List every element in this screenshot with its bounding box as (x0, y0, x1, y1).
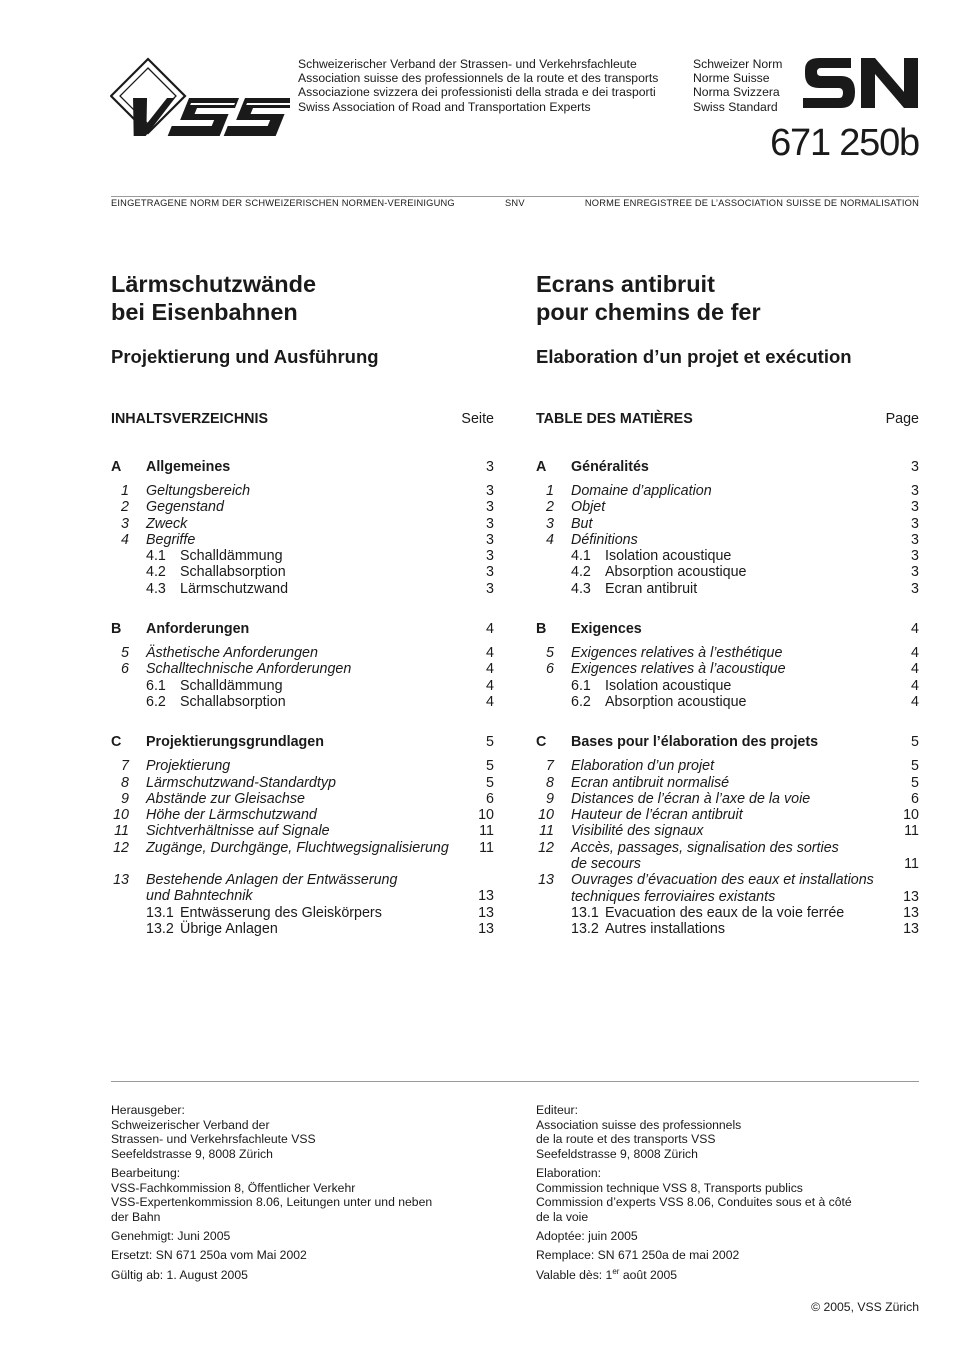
toc-page-label-fr: Page (885, 411, 919, 427)
toc-entry-title: Schallabsorption (180, 564, 286, 581)
toc-entry-row (536, 532, 919, 548)
french-column (536, 270, 919, 938)
toc-entry-number: 4.1 (146, 548, 166, 565)
toc-entry-page: 4 (911, 677, 919, 694)
toc-entry-number: 9 (546, 790, 554, 807)
toc-entry-page: 10 (903, 807, 919, 824)
norm-type-de: Schweizer Norm (693, 57, 783, 71)
toc-entry-page: 5 (486, 774, 494, 791)
toc-entry-row (536, 581, 919, 597)
document-subtitle-fr: Elaboration d’un projet et exécution (536, 346, 852, 367)
toc-entry-page: 5 (486, 734, 494, 751)
toc-entry-page: 3 (486, 483, 494, 499)
toc-entry-row (536, 548, 919, 564)
toc-entry-page: 4 (486, 645, 494, 662)
valid-from-de: Gültig ab: 1. August 2005 (111, 1267, 248, 1282)
toc-entry-page: 4 (486, 693, 494, 710)
editing-line: VSS-Fachkommission 8, Öffentlicher Verkehr (111, 1180, 356, 1195)
publisher-label-de: Herausgeber: (111, 1103, 185, 1117)
toc-entry-page: 3 (911, 459, 919, 475)
toc-entry-title: Schalltechnische Anforderungen (146, 661, 352, 678)
toc-section-row (536, 459, 919, 476)
toc-entry-page: 3 (911, 531, 919, 548)
toc-entry-page: 11 (479, 839, 494, 856)
editing-block-fr (536, 1166, 906, 1224)
editing-label-fr: Elaboration: (536, 1165, 602, 1180)
approval-date-de: Genehmigt: Juni 2005 (111, 1228, 231, 1243)
toc-entry-title: Autres installations (605, 921, 725, 938)
toc-entry-title: Ästhetische Anforderungen (146, 645, 318, 662)
replaces-note-fr: Remplace: SN 671 250a de mai 2002 (536, 1248, 740, 1263)
toc-entry-title: de secours (571, 856, 641, 873)
footer-divider (111, 1081, 919, 1082)
toc-entry-number: 6 (121, 661, 129, 678)
norm-type-fr: Norme Suisse (693, 71, 770, 86)
toc-entry-page: 5 (911, 734, 919, 751)
toc-entry-row (536, 791, 919, 807)
toc-entry-page: 4 (486, 621, 494, 638)
toc-entry-page: 6 (911, 790, 919, 807)
toc-entry-page: 13 (903, 888, 919, 905)
valid-from-fr (536, 1268, 906, 1283)
editing-label-de: Bearbeitung: (111, 1165, 181, 1180)
association-name-it: Associazione svizzera dei professionisti della strada e dei trasporti (298, 85, 656, 100)
toc-entry-title: Entwässerung des Gleiskörpers (180, 904, 382, 921)
toc-entry-title: Isolation acoustique (605, 677, 732, 694)
toc-entry-page: 4 (911, 693, 919, 710)
toc-entry-title: Geltungsbereich (146, 483, 251, 499)
toc-entry-number: 13.1 (146, 904, 174, 921)
toc-entry-page: 3 (911, 515, 919, 532)
toc-entry-title: Lärmschutzwand-Standardtyp (146, 774, 336, 791)
toc-title-fr: TABLE DES MATIÈRES (536, 411, 693, 427)
toc-entry-row (111, 823, 494, 839)
toc-entry-page: 4 (486, 661, 494, 678)
toc-header-fr (536, 411, 919, 429)
toc-entry-page: 5 (486, 758, 494, 775)
toc-entry-title: Bases pour l’élaboration des projets (571, 734, 819, 751)
toc-entry-page: 4 (911, 645, 919, 662)
editing-line: de la voie (536, 1209, 589, 1224)
toc-entry-row (536, 564, 919, 580)
publisher-address: Seefeldstrasse 9, 8008 Zürich (111, 1146, 273, 1161)
toc-entry-title: Zugänge, Durchgänge, Fluchtwegsignalisierung (146, 839, 449, 856)
toc-entry-row (111, 694, 494, 710)
toc-title-de: INHALTSVERZEICHNIS (111, 411, 269, 427)
association-name-fr: Association suisse des professionnels de la route et des transports (298, 71, 659, 86)
toc-entry-row (536, 889, 919, 905)
toc-entry-page: 5 (911, 758, 919, 775)
toc-entry-number: 11 (114, 823, 129, 840)
toc-entry-title: Absorption acoustique (605, 693, 747, 710)
german-column (111, 270, 494, 937)
toc-page-label-de: Seite (461, 411, 494, 427)
toc-entry-number: 7 (546, 758, 554, 775)
toc-entry-row (536, 694, 919, 710)
toc-entry-title: Exigences (571, 621, 642, 638)
toc-entry-page: 3 (486, 459, 494, 475)
toc-entry-page: 10 (478, 807, 494, 824)
toc-entry-title: Projektierung (146, 758, 231, 775)
toc-entry-number: 6 (546, 661, 554, 678)
toc-entry-row (536, 645, 919, 661)
toc-entry-page: 3 (911, 548, 919, 565)
toc-entry-page: 11 (904, 823, 919, 840)
toc-entry-title: Projektierungsgrundlagen (146, 734, 324, 751)
toc-entry-row (111, 483, 494, 499)
toc-entry-row (536, 807, 919, 823)
toc-entry-number: 13 (538, 872, 554, 889)
toc-entry-title: Exigences relatives à l’acoustique (571, 661, 786, 678)
toc-entry-page: 13 (478, 904, 494, 921)
toc-entry-number: 6.1 (571, 677, 591, 694)
toc-entry-row (536, 856, 919, 872)
publisher-line: Association suisse des professionnels (536, 1117, 742, 1132)
publisher-block-fr (536, 1103, 906, 1161)
registration-abbreviation: SNV (505, 198, 525, 208)
toc-entry-page: 3 (486, 548, 494, 565)
toc-entry-number: 12 (113, 839, 129, 856)
norm-type-en: Swiss Standard (693, 99, 778, 114)
replaces-note-de: Ersetzt: SN 671 250a vom Mai 2002 (111, 1248, 307, 1263)
toc-entry-page: 11 (479, 823, 494, 840)
toc-entry-page: 3 (911, 564, 919, 581)
toc-entry-title: Anforderungen (146, 621, 250, 638)
toc-entry-title: Visibilité des signaux (571, 823, 704, 840)
toc-entry-row (111, 888, 494, 904)
toc-entry-row (111, 807, 494, 823)
editing-line: Commission technique VSS 8, Transports publics (536, 1180, 803, 1195)
valid-from-suffix: août 2005 (619, 1267, 678, 1282)
toc-entry-number: 3 (546, 515, 554, 532)
toc-entry-title: Généralités (571, 459, 649, 475)
association-name-en: Swiss Association of Road and Transportation Experts (298, 99, 591, 114)
toc-entry-title: Distances de l’écran à l’axe de la voie (571, 790, 811, 807)
toc-entry-title: Gegenstand (146, 499, 224, 516)
toc-entry-number: 4.1 (571, 548, 591, 565)
toc-entry-title: Allgemeines (146, 459, 231, 475)
toc-entry-number: 13 (113, 872, 129, 889)
toc-entry-number: A (111, 459, 122, 475)
toc-entry-title: Abstände zur Gleisachse (146, 790, 305, 807)
toc-entry-number: C (111, 734, 122, 751)
publisher-line: de la route et des transports VSS (536, 1132, 716, 1147)
imprint-de (111, 1103, 481, 1283)
toc-entry-number: 4.2 (571, 564, 591, 581)
toc-entry-page: 5 (911, 774, 919, 791)
toc-entry-row (536, 840, 919, 856)
toc-entry-row (111, 548, 494, 564)
toc-entry-page: 3 (486, 499, 494, 516)
toc-entry-row (111, 678, 494, 694)
toc-entry-row (536, 483, 919, 499)
toc-entry-number: 13.2 (571, 921, 599, 938)
title-line-1-de: Lärmschutzwände (111, 271, 317, 297)
title-line-2-fr: pour chemins de fer (536, 299, 761, 325)
toc-entry-number: 4.3 (571, 580, 591, 597)
toc-entry-title: Lärmschutzwand (180, 580, 289, 597)
toc-entry-number: 8 (121, 774, 129, 791)
norm-number: 671 250b (770, 122, 919, 164)
publisher-label-fr: Editeur: (536, 1103, 579, 1117)
toc-entry-page: 3 (911, 580, 919, 597)
document-title-fr (536, 270, 919, 326)
publisher-address: Seefeldstrasse 9, 8008 Zürich (536, 1146, 698, 1161)
toc-entry-row (536, 921, 919, 937)
toc-entry-title: Ouvrages d’évacuation des eaux et installations (571, 872, 874, 889)
ordinal-suffix: er (612, 1266, 620, 1276)
registration-note-fr: NORME ENREGISTREE DE L’ASSOCIATION SUISSE DE NORMALISATION (584, 198, 919, 208)
toc-entry-title: Übrige Anlagen (180, 920, 278, 937)
toc-entry-title: Ecran antibruit normalisé (571, 774, 730, 791)
editing-line: der Bahn (111, 1209, 161, 1224)
toc-entry-number: 9 (121, 790, 129, 807)
toc-entry-row (111, 564, 494, 580)
toc-entry-row (111, 840, 494, 856)
toc-entry-number: 6.2 (571, 693, 591, 710)
toc-entry-page: 4 (911, 621, 919, 638)
toc-list-de (111, 459, 494, 937)
toc-entry-page: 3 (486, 515, 494, 532)
toc-entry-title: But (571, 515, 593, 532)
editing-block-de (111, 1166, 481, 1224)
toc-entry-number: 3 (121, 515, 129, 532)
editing-line: VSS-Expertenkommission 8.06, Leitungen unter und neben (111, 1195, 433, 1210)
toc-entry-title: Objet (571, 499, 606, 516)
toc-entry-number: 10 (113, 807, 129, 824)
toc-entry-number: 4.2 (146, 564, 166, 581)
vss-logo (110, 56, 290, 140)
toc-entry-number: 5 (121, 645, 129, 662)
approval-date-fr: Adoptée: juin 2005 (536, 1228, 638, 1243)
valid-from-prefix: Valable dès: 1 (536, 1267, 613, 1282)
toc-entry-row (111, 661, 494, 677)
sn-logo (801, 56, 919, 110)
toc-entry-row (536, 661, 919, 677)
imprint-fr (536, 1103, 906, 1283)
toc-entry-title: Définitions (571, 531, 638, 548)
toc-entry-number: 8 (546, 774, 554, 791)
toc-entry-number: 11 (539, 823, 554, 840)
toc-entry-row (111, 532, 494, 548)
toc-entry-row (536, 499, 919, 515)
toc-entry-title: Elaboration d’un projet (571, 758, 715, 775)
toc-entry-page: 3 (486, 580, 494, 597)
document-title-de (111, 270, 494, 326)
toc-entry-title: Absorption acoustique (605, 564, 747, 581)
toc-section-row (111, 621, 494, 638)
toc-entry-row (111, 516, 494, 532)
toc-header-de (111, 411, 494, 429)
toc-entry-title: Bestehende Anlagen der Entwässerung (146, 872, 398, 889)
publisher-line: Schweizerischer Verband der (111, 1117, 270, 1132)
toc-entry-title: techniques ferroviaires existants (571, 888, 776, 905)
toc-entry-title: Hauteur de l’écran antibruit (571, 807, 743, 824)
toc-section-row (536, 621, 919, 638)
toc-entry-number: 6.1 (146, 677, 166, 694)
toc-entry-number: 13.1 (571, 904, 599, 921)
toc-entry-row (111, 872, 494, 888)
toc-list-fr (536, 459, 919, 938)
title-line-2-de: bei Eisenbahnen (111, 299, 298, 325)
norm-type-it: Norma Svizzera (693, 85, 780, 100)
toc-entry-number: 1 (121, 483, 129, 499)
norm-type-names (693, 57, 782, 114)
toc-entry-row (111, 905, 494, 921)
toc-entry-title: Begriffe (146, 531, 196, 548)
toc-entry-page: 4 (911, 661, 919, 678)
toc-entry-row (111, 499, 494, 515)
toc-entry-row (111, 581, 494, 597)
toc-entry-title: Domaine d’application (571, 483, 712, 499)
toc-entry-row (111, 921, 494, 937)
toc-entry-page: 4 (486, 677, 494, 694)
toc-entry-page: 13 (478, 888, 494, 905)
toc-section-row (536, 734, 919, 751)
toc-entry-number: 2 (546, 499, 554, 516)
toc-entry-number: 5 (546, 645, 554, 662)
toc-entry-page: 3 (911, 499, 919, 516)
toc-entry-page: 6 (486, 790, 494, 807)
document-subtitle-de: Projektierung und Ausführung (111, 346, 379, 367)
toc-entry-page: 3 (486, 531, 494, 548)
toc-entry-row (536, 678, 919, 694)
toc-entry-number: 6.2 (146, 693, 166, 710)
toc-entry-title: Höhe der Lärmschutzwand (146, 807, 317, 824)
toc-entry-number: C (536, 734, 547, 751)
toc-entry-number: A (536, 459, 547, 475)
toc-entry-title: Accès, passages, signalisation des sorties (571, 839, 839, 856)
toc-entry-row (536, 872, 919, 888)
toc-entry-number: 10 (538, 807, 554, 824)
toc-entry-number: 4 (121, 531, 129, 548)
toc-entry-title: Schalldämmung (180, 677, 283, 694)
title-line-1-fr: Ecrans antibruit (536, 271, 715, 297)
toc-entry-number: B (111, 621, 122, 638)
toc-entry-title: Zweck (146, 515, 188, 532)
toc-entry-title: Sichtverhältnisse auf Signale (146, 823, 330, 840)
toc-section-row (111, 734, 494, 751)
toc-entry-page: 3 (911, 483, 919, 499)
toc-entry-row (111, 775, 494, 791)
toc-entry-title: und Bahntechnik (146, 888, 253, 905)
toc-entry-number: 7 (121, 758, 129, 775)
toc-entry-row (536, 905, 919, 921)
toc-entry-page: 13 (903, 904, 919, 921)
toc-entry-number: 1 (546, 483, 554, 499)
toc-entry-page: 3 (486, 564, 494, 581)
toc-entry-title: Evacuation des eaux de la voie ferrée (605, 904, 845, 921)
toc-entry-row (111, 645, 494, 661)
toc-entry-row (111, 791, 494, 807)
toc-entry-title: Exigences relatives à l’esthétique (571, 645, 783, 662)
toc-entry-title: Ecran antibruit (605, 580, 698, 597)
toc-entry-page: 13 (478, 920, 494, 937)
toc-entry-page: 13 (903, 921, 919, 938)
copyright-note: © 2005, VSS Zürich (811, 1300, 919, 1314)
registration-note-de: EINGETRAGENE NORM DER SCHWEIZERISCHEN NORMEN-VEREINIGUNG (111, 198, 455, 208)
toc-entry-row (536, 516, 919, 532)
publisher-block-de (111, 1103, 481, 1161)
toc-entry-title: Schalldämmung (180, 548, 283, 565)
association-name-de: Schweizerischer Verband der Strassen- und Verkehrsfachleute (298, 57, 637, 71)
publisher-line: Strassen- und Verkehrsfachleute VSS (111, 1132, 316, 1147)
toc-entry-number: 12 (538, 839, 554, 856)
header-divider (111, 196, 919, 197)
toc-entry-number: 4.3 (146, 580, 166, 597)
toc-section-row (111, 459, 494, 476)
toc-entry-title: Schallabsorption (180, 693, 286, 710)
toc-entry-number: 4 (546, 531, 554, 548)
editing-line: Commission d’experts VSS 8.06, Conduites sous et à côté (536, 1195, 852, 1210)
toc-entry-row (111, 758, 494, 774)
toc-entry-number: 2 (121, 499, 129, 516)
toc-entry-page: 11 (904, 856, 919, 873)
toc-entry-title: Isolation acoustique (605, 548, 732, 565)
toc-entry-row (536, 775, 919, 791)
toc-entry-number: 13.2 (146, 920, 174, 937)
toc-entry-row (536, 758, 919, 774)
toc-entry-row (536, 823, 919, 839)
association-names (298, 57, 658, 114)
toc-entry-number: B (536, 621, 547, 638)
